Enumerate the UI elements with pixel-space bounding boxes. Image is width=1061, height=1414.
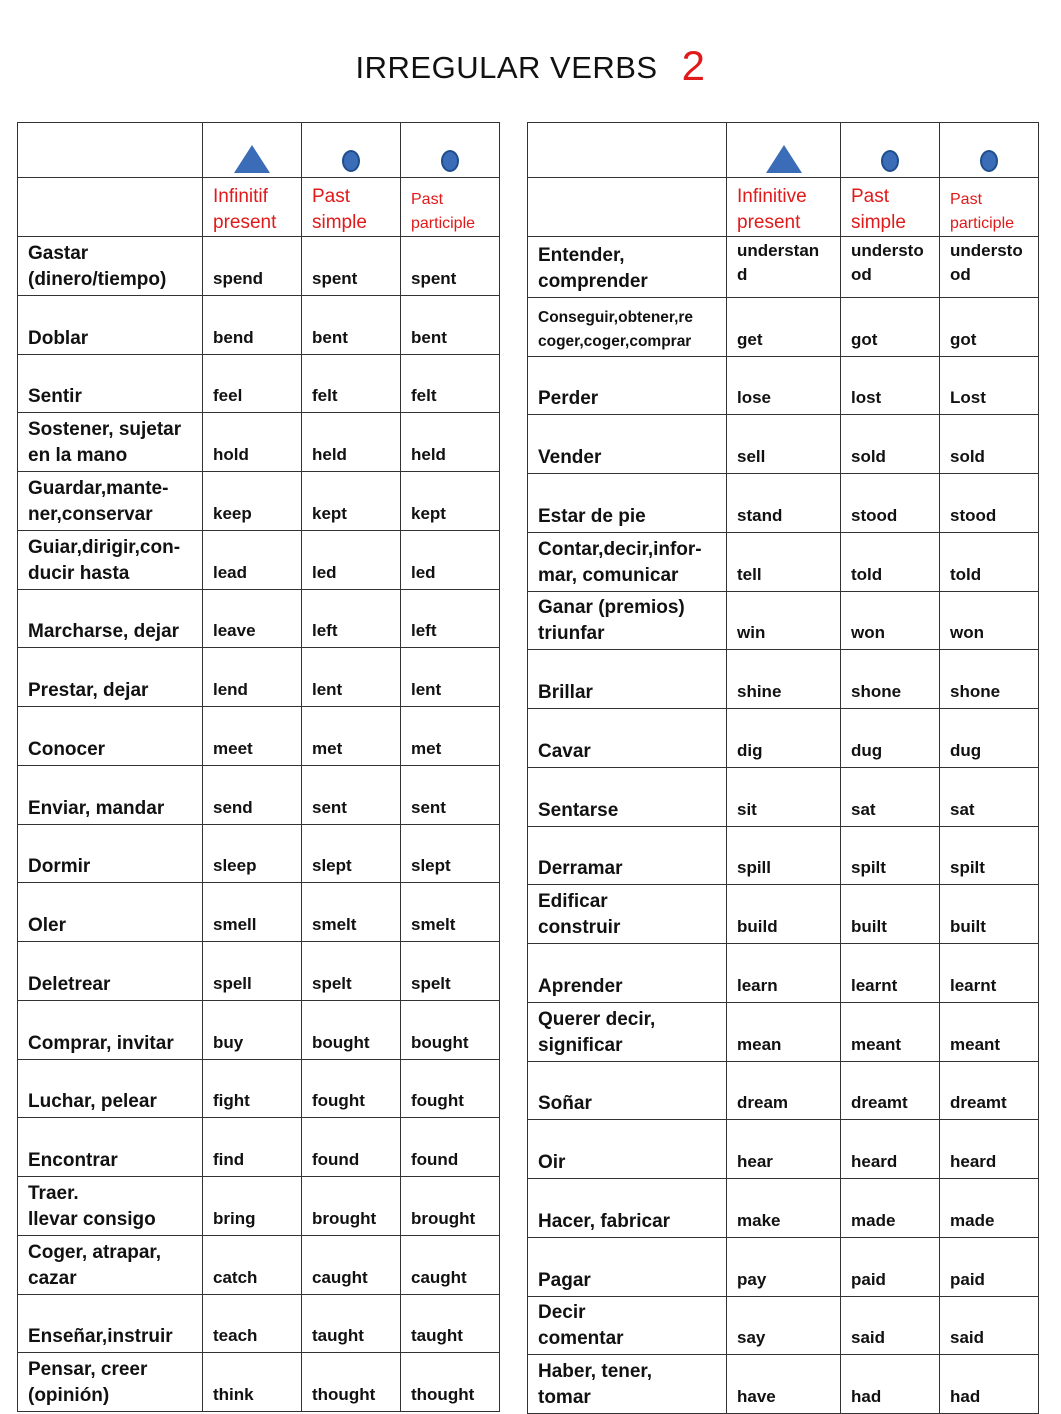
circle-icon — [342, 150, 360, 172]
table-row — [528, 767, 1039, 826]
past-simple-form: bent — [302, 295, 401, 354]
past-participle-form: had — [940, 1355, 1039, 1414]
infinitive-form: dream — [727, 1061, 841, 1120]
past-participle-form: bent — [401, 295, 500, 354]
past-simple-form: shone — [841, 650, 940, 709]
past-simple-form: lent — [302, 648, 401, 707]
infinitive-form: sleep — [203, 824, 302, 883]
infinitive-form: build — [727, 885, 841, 944]
spanish-meaning: Hacer, fabricar — [528, 1179, 727, 1238]
table-row — [528, 1296, 1039, 1355]
spanish-meaning: Guardar,mante- ner,conservar — [18, 472, 203, 531]
table-row — [528, 356, 1039, 415]
past-participle-form: taught — [401, 1294, 500, 1353]
past-simple-form: held — [302, 413, 401, 472]
past-participle-form: bought — [401, 1000, 500, 1059]
table-row — [18, 354, 500, 413]
past-participle-form: caught — [401, 1235, 500, 1294]
table-row — [528, 1002, 1039, 1061]
infinitive-form: tell — [727, 532, 841, 591]
past-simple-form: learnt — [841, 944, 940, 1003]
infinitive-form: spend — [203, 237, 302, 296]
table-row — [528, 944, 1039, 1003]
table-row — [528, 1061, 1039, 1120]
past-simple-form: heard — [841, 1120, 940, 1179]
icon-row — [528, 123, 1039, 178]
spanish-meaning: Edificar construir — [528, 885, 727, 944]
blank-cell — [18, 178, 203, 237]
spanish-meaning: Coger, atrapar, cazar — [18, 1235, 203, 1294]
spanish-meaning: Haber, tener, tomar — [528, 1355, 727, 1414]
spanish-meaning: Conocer — [18, 707, 203, 766]
table-row — [18, 1235, 500, 1294]
past-participle-form: told — [940, 532, 1039, 591]
past-participle-form: built — [940, 885, 1039, 944]
table-row — [528, 709, 1039, 768]
table-row — [528, 415, 1039, 474]
infinitive-header: Infinitif present — [203, 178, 302, 237]
infinitive-form: hear — [727, 1120, 841, 1179]
past-simple-form: met — [302, 707, 401, 766]
spanish-meaning: Perder — [528, 356, 727, 415]
past-participle-form: held — [401, 413, 500, 472]
past-simple-header: Past simple — [841, 178, 940, 237]
past-participle-form: fought — [401, 1059, 500, 1118]
infinitive-form: lose — [727, 356, 841, 415]
past-simple-form: led — [302, 530, 401, 589]
table-row — [528, 1355, 1039, 1414]
past-simple-form: dug — [841, 709, 940, 768]
past-participle-header: Past participle — [940, 178, 1039, 237]
infinitive-form: shine — [727, 650, 841, 709]
table-row — [18, 707, 500, 766]
past-participle-form: shone — [940, 650, 1039, 709]
spanish-meaning: Encontrar — [18, 1118, 203, 1177]
header-row — [18, 178, 500, 237]
past-simple-form: lost — [841, 356, 940, 415]
spanish-meaning: Contar,decir,infor- mar, comunicar — [528, 532, 727, 591]
table-row — [18, 413, 500, 472]
table-row — [18, 1177, 500, 1236]
table-row — [18, 883, 500, 942]
table-row — [528, 237, 1039, 298]
table-row — [528, 885, 1039, 944]
past-participle-form: slept — [401, 824, 500, 883]
infinitive-form: find — [203, 1118, 302, 1177]
past-simple-form: caught — [302, 1235, 401, 1294]
table-row — [528, 297, 1039, 356]
past-simple-form: told — [841, 532, 940, 591]
infinitive-form: stand — [727, 474, 841, 533]
spanish-meaning: Ganar (premios) triunfar — [528, 591, 727, 650]
past-participle-form: made — [940, 1179, 1039, 1238]
past-simple-form: spent — [302, 237, 401, 296]
table-row — [528, 474, 1039, 533]
table-row — [528, 591, 1039, 650]
spanish-meaning: Oler — [18, 883, 203, 942]
blank-cell — [528, 123, 727, 178]
page-title — [0, 40, 1061, 88]
spanish-meaning: Vender — [528, 415, 727, 474]
past-participle-form: Lost — [940, 356, 1039, 415]
table-row — [18, 530, 500, 589]
past-participle-form: lent — [401, 648, 500, 707]
infinitive-form: spell — [203, 942, 302, 1001]
past-simple-form: sold — [841, 415, 940, 474]
infinitive-form: catch — [203, 1235, 302, 1294]
past-simple-form: paid — [841, 1237, 940, 1296]
past-simple-form: sat — [841, 767, 940, 826]
table-row — [18, 1000, 500, 1059]
triangle-icon — [234, 145, 270, 173]
past-simple-form: stood — [841, 474, 940, 533]
past-simple-form: found — [302, 1118, 401, 1177]
spanish-meaning: Sentarse — [528, 767, 727, 826]
past-participle-form: dreamt — [940, 1061, 1039, 1120]
infinitive-form: say — [727, 1296, 841, 1355]
circle-icon — [980, 150, 998, 172]
spanish-meaning: Oir — [528, 1120, 727, 1179]
past-participle-form: felt — [401, 354, 500, 413]
spanish-meaning: Enseñar,instruir — [18, 1294, 203, 1353]
past-simple-form: slept — [302, 824, 401, 883]
spanish-meaning: Comprar, invitar — [18, 1000, 203, 1059]
past-participle-form: found — [401, 1118, 500, 1177]
past-simple-form: built — [841, 885, 940, 944]
infinitive-form: win — [727, 591, 841, 650]
infinitive-form: learn — [727, 944, 841, 1003]
table-row — [18, 237, 500, 296]
past-participle-form: spelt — [401, 942, 500, 1001]
infinitive-form: lead — [203, 530, 302, 589]
left-verb-rows — [18, 237, 500, 1412]
spanish-meaning: Luchar, pelear — [18, 1059, 203, 1118]
infinitive-form: spill — [727, 826, 841, 885]
circle-icon — [881, 150, 899, 172]
spanish-meaning: Pagar — [528, 1237, 727, 1296]
spanish-meaning: Querer decir, significar — [528, 1002, 727, 1061]
table-row — [528, 1120, 1039, 1179]
past-participle-form: got — [940, 297, 1039, 356]
infinitive-header: Infinitive present — [727, 178, 841, 237]
past-participle-form: met — [401, 707, 500, 766]
past-participle-form: heard — [940, 1120, 1039, 1179]
past-participle-header: Past participle — [401, 178, 500, 237]
blank-cell — [18, 123, 203, 178]
infinitive-form: bring — [203, 1177, 302, 1236]
table-row — [18, 942, 500, 1001]
spanish-meaning: Aprender — [528, 944, 727, 1003]
spanish-meaning: Sostener, sujetar en la mano — [18, 413, 203, 472]
spanish-meaning: Brillar — [528, 650, 727, 709]
past-simple-form: meant — [841, 1002, 940, 1061]
title-text: IRREGULAR VERBS — [355, 50, 658, 85]
past-participle-form: understo od — [940, 237, 1039, 298]
left-verb-table — [17, 122, 500, 1412]
table-row — [18, 765, 500, 824]
icon-row — [18, 123, 500, 178]
past-simple-form: got — [841, 297, 940, 356]
infinitive-form: teach — [203, 1294, 302, 1353]
infinitive-form: sit — [727, 767, 841, 826]
past-participle-form: led — [401, 530, 500, 589]
past-simple-form: taught — [302, 1294, 401, 1353]
table-row — [528, 532, 1039, 591]
spanish-meaning: Pensar, creer (opinión) — [18, 1353, 203, 1412]
past-participle-form: spilt — [940, 826, 1039, 885]
past-participle-form: sold — [940, 415, 1039, 474]
past-simple-form: dreamt — [841, 1061, 940, 1120]
table-row — [18, 295, 500, 354]
infinitive-form: sell — [727, 415, 841, 474]
spanish-meaning: Traer. llevar consigo — [18, 1177, 203, 1236]
infinitive-form: understan d — [727, 237, 841, 298]
spanish-meaning: Deletrear — [18, 942, 203, 1001]
past-simple-form: brought — [302, 1177, 401, 1236]
infinitive-form: fight — [203, 1059, 302, 1118]
past-participle-form: won — [940, 591, 1039, 650]
table-row — [18, 472, 500, 531]
table-row — [18, 648, 500, 707]
table-row — [528, 1237, 1039, 1296]
past-simple-form: spilt — [841, 826, 940, 885]
spanish-meaning: Entender, comprender — [528, 237, 727, 298]
past-participle-form: paid — [940, 1237, 1039, 1296]
spanish-meaning: Doblar — [18, 295, 203, 354]
past-simple-form: fought — [302, 1059, 401, 1118]
header-row — [528, 178, 1039, 237]
table-row — [528, 1179, 1039, 1238]
past-simple-form: bought — [302, 1000, 401, 1059]
past-simple-form: kept — [302, 472, 401, 531]
past-simple-form: smelt — [302, 883, 401, 942]
table-row — [18, 1118, 500, 1177]
spanish-meaning: Soñar — [528, 1061, 727, 1120]
infinitive-form: pay — [727, 1237, 841, 1296]
past-simple-form: felt — [302, 354, 401, 413]
past-simple-form: sent — [302, 765, 401, 824]
past-simple-form: left — [302, 589, 401, 648]
past-participle-form: kept — [401, 472, 500, 531]
past-participle-form: said — [940, 1296, 1039, 1355]
table-row — [18, 824, 500, 883]
spanish-meaning: Sentir — [18, 354, 203, 413]
infinitive-form: smell — [203, 883, 302, 942]
past-participle-form: stood — [940, 474, 1039, 533]
infinitive-form: get — [727, 297, 841, 356]
spanish-meaning: Marcharse, dejar — [18, 589, 203, 648]
past-participle-form: sat — [940, 767, 1039, 826]
past-simple-header: Past simple — [302, 178, 401, 237]
table-row — [18, 1294, 500, 1353]
infinitive-form: feel — [203, 354, 302, 413]
spanish-meaning: Enviar, mandar — [18, 765, 203, 824]
infinitive-form: meet — [203, 707, 302, 766]
past-participle-form: learnt — [940, 944, 1039, 1003]
infinitive-form: make — [727, 1179, 841, 1238]
infinitive-form: keep — [203, 472, 302, 531]
spanish-meaning: Estar de pie — [528, 474, 727, 533]
infinitive-form: send — [203, 765, 302, 824]
triangle-icon — [766, 145, 802, 173]
infinitive-form: leave — [203, 589, 302, 648]
table-row — [18, 1353, 500, 1412]
infinitive-form: hold — [203, 413, 302, 472]
infinitive-form: think — [203, 1353, 302, 1412]
spanish-meaning: Gastar (dinero/tiempo) — [18, 237, 203, 296]
circle-icon — [441, 150, 459, 172]
past-simple-form: won — [841, 591, 940, 650]
spanish-meaning: Dormir — [18, 824, 203, 883]
spanish-meaning: Prestar, dejar — [18, 648, 203, 707]
past-simple-form: made — [841, 1179, 940, 1238]
past-simple-form: had — [841, 1355, 940, 1414]
infinitive-form: mean — [727, 1002, 841, 1061]
spanish-meaning: Conseguir,obtener,re coger,coger,comprar — [528, 297, 727, 356]
spanish-meaning: Guiar,dirigir,con- ducir hasta — [18, 530, 203, 589]
infinitive-form: dig — [727, 709, 841, 768]
infinitive-form: bend — [203, 295, 302, 354]
past-participle-form: meant — [940, 1002, 1039, 1061]
infinitive-form: have — [727, 1355, 841, 1414]
spanish-meaning: Derramar — [528, 826, 727, 885]
past-participle-form: spent — [401, 237, 500, 296]
table-row — [18, 1059, 500, 1118]
spanish-meaning: Cavar — [528, 709, 727, 768]
past-participle-form: sent — [401, 765, 500, 824]
past-simple-form: understo od — [841, 237, 940, 298]
table-row — [528, 826, 1039, 885]
past-participle-form: thought — [401, 1353, 500, 1412]
title-number: 2 — [681, 42, 706, 89]
past-participle-form: brought — [401, 1177, 500, 1236]
table-row — [528, 650, 1039, 709]
infinitive-form: lend — [203, 648, 302, 707]
spanish-meaning: Decir comentar — [528, 1296, 727, 1355]
past-simple-form: said — [841, 1296, 940, 1355]
past-simple-form: spelt — [302, 942, 401, 1001]
right-verb-table — [527, 122, 1039, 1414]
past-participle-form: dug — [940, 709, 1039, 768]
table-row — [18, 589, 500, 648]
past-simple-form: thought — [302, 1353, 401, 1412]
past-participle-form: smelt — [401, 883, 500, 942]
right-verb-rows — [528, 237, 1039, 1414]
past-participle-form: left — [401, 589, 500, 648]
blank-cell — [528, 178, 727, 237]
infinitive-form: buy — [203, 1000, 302, 1059]
